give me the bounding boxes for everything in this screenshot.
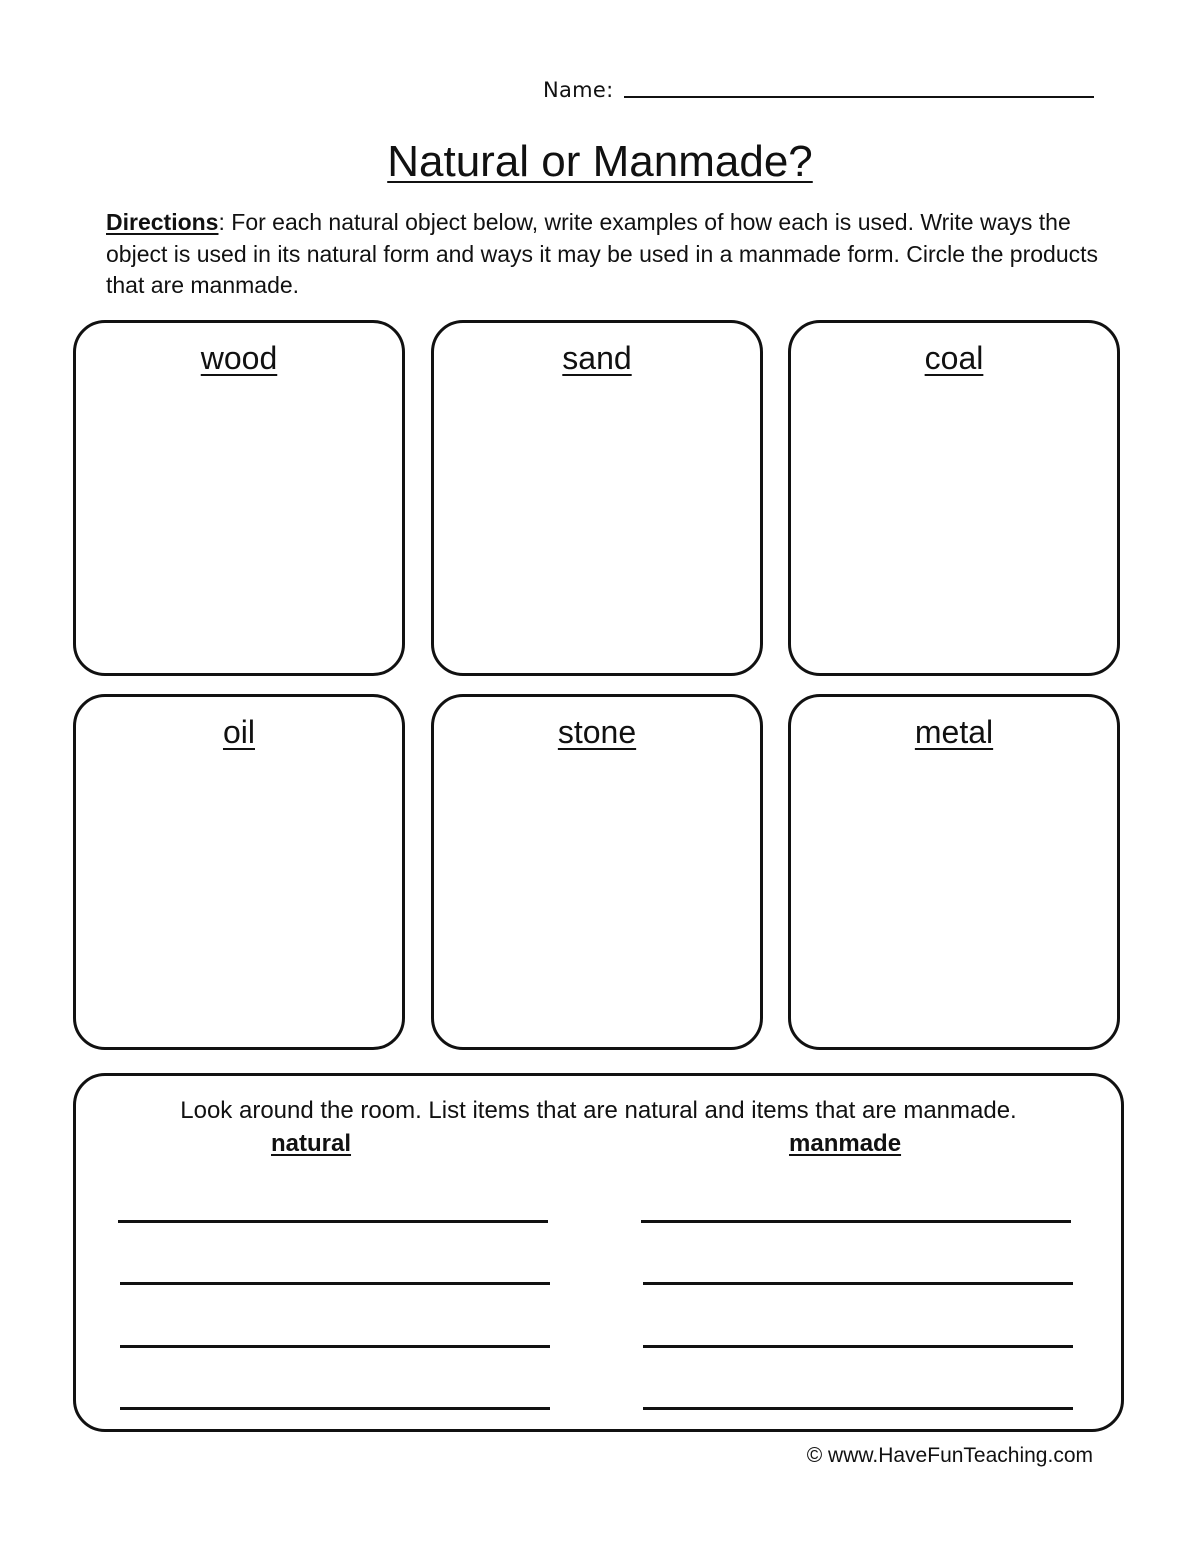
box-label-text: coal [924,340,984,376]
box-metal[interactable] [788,694,1120,1050]
page-title-text: Natural or Manmade? [387,137,813,186]
box-label [76,713,402,751]
box-label [76,339,402,377]
box-label-text: stone [557,714,637,750]
box-label [791,339,1117,377]
natural-answer-line[interactable] [120,1345,550,1348]
directions-label: Directions [106,209,219,235]
room-instruction: Look around the room. List items that are natural and items that are manmade. [180,1097,1017,1124]
natural-answer-line[interactable] [118,1220,548,1223]
manmade-answer-line[interactable] [643,1345,1073,1348]
copyright-footer: © www.HaveFunTeaching.com [806,1444,1093,1467]
room-list-box [73,1073,1124,1432]
name-label: Name: [543,78,614,102]
box-wood[interactable] [73,320,405,676]
box-label-text: wood [200,340,278,376]
box-label [434,339,760,377]
box-label [791,713,1117,751]
box-label-text: metal [914,714,994,750]
box-sand[interactable] [431,320,763,676]
manmade-column-heading: manmade [789,1130,902,1157]
name-row [543,72,1098,102]
manmade-answer-line[interactable] [641,1220,1071,1223]
natural-answer-line[interactable] [120,1282,550,1285]
box-label-text: sand [562,340,632,376]
directions [106,207,1116,302]
box-coal[interactable] [788,320,1120,676]
manmade-answer-line[interactable] [643,1282,1073,1285]
directions-text: : For each natural object below, write examples of how each is used. Write ways the object is used in its natural form and ways it may be used in a manmade form. Circle the products that are manmade. [106,209,1099,298]
manmade-answer-line[interactable] [643,1407,1073,1410]
box-label [434,713,760,751]
box-label-text: oil [222,714,255,750]
box-stone[interactable] [431,694,763,1050]
box-oil[interactable] [73,694,405,1050]
natural-column-heading: natural [271,1130,352,1157]
name-write-line[interactable] [624,96,1094,98]
natural-answer-line[interactable] [120,1407,550,1410]
page-title [0,136,1200,188]
